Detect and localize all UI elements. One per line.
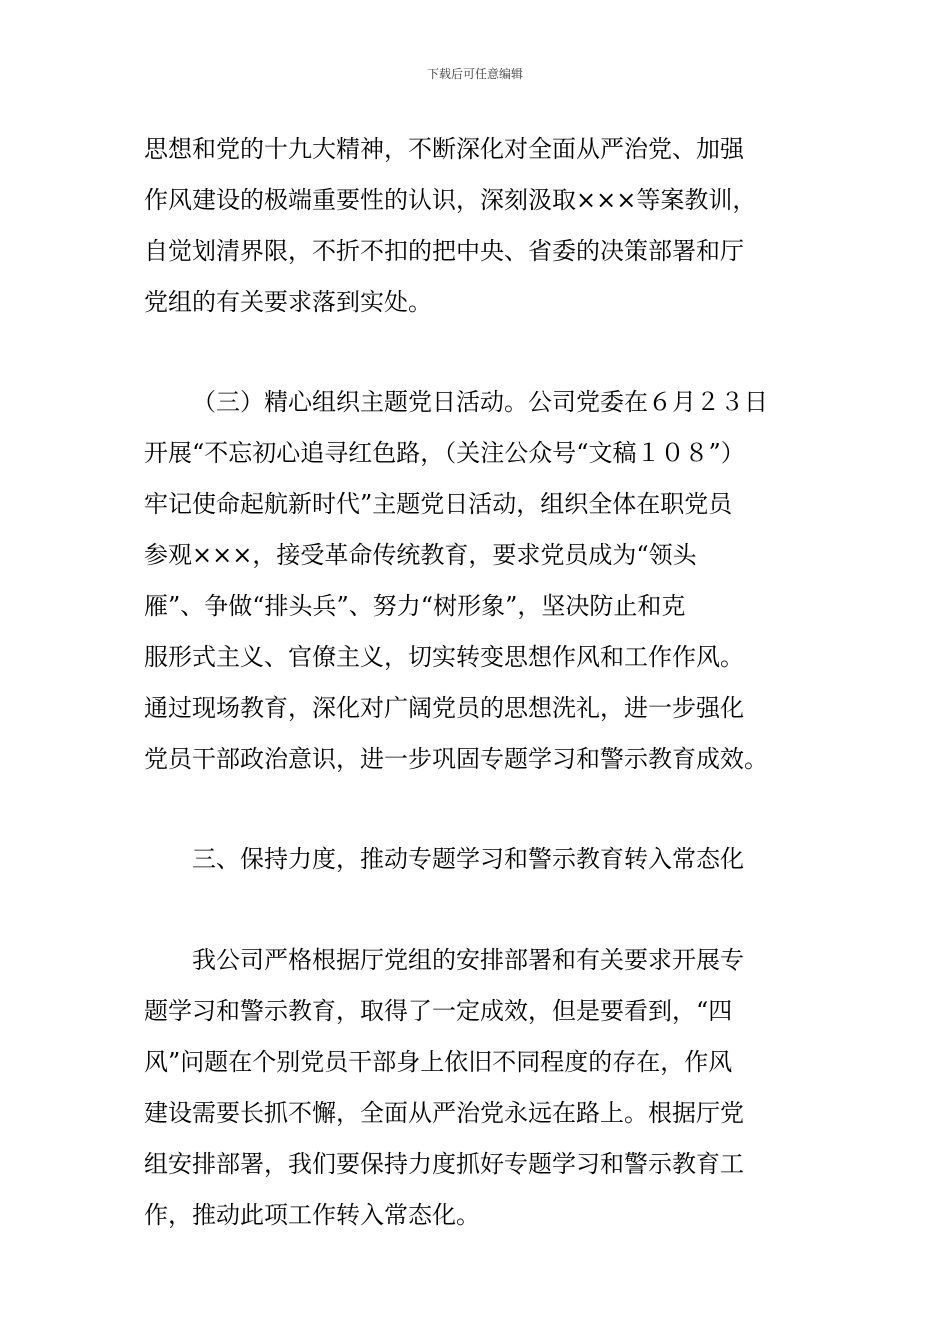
text-line: 建设需要长抓不懈，全面从严治党永远在路上。根据厅党: [144, 1099, 744, 1127]
paragraph-spacing: [144, 328, 814, 377]
paragraph-normalization: [144, 935, 814, 1241]
text-line: 党员干部政治意识，进一步巩固专题学习和警示教育成效。: [144, 745, 768, 773]
text-line: 牢记使命起航新时代”主题党日活动，组织全体在职党员: [144, 490, 733, 518]
text-line: 服形式主义、官僚主义，切实转变思想作风和工作作风。: [144, 643, 744, 671]
text-line: 作风建设的极端重要性的认识，深刻汲取×××等案教训，: [144, 186, 757, 214]
paragraph-continued: [144, 124, 814, 328]
text-line: （三）精心组织主题党日活动。公司党委在６月２３日: [192, 388, 768, 416]
text-line: 自觉划清界限，不折不扣的把中央、省委的决策部署和厅: [144, 237, 744, 265]
text-line: 雁”、争做“排头兵”、努力“树形象”，坚决防止和克: [144, 592, 686, 620]
page-header: 下载后可任意编辑: [426, 67, 523, 81]
document-body: [144, 124, 814, 1241]
text-line: 作，推动此项工作转入常态化。: [144, 1201, 480, 1229]
text-line: 开展“不忘初心追寻红色路，（关注公众号“文稿１０８”）: [144, 439, 745, 467]
paragraph-party-day-activity: [144, 377, 814, 785]
paragraph-spacing: [144, 785, 814, 834]
paragraph-spacing: [144, 885, 814, 935]
text-line: 参观×××，接受革命传统教育，要求党员成为“领头: [144, 541, 697, 569]
text-line: 思想和党的十九大精神，不断深化对全面从严治党、加强: [144, 135, 744, 163]
text-line: 题学习和警示教育，取得了一定成效，但是要看到，“四: [144, 997, 733, 1025]
text-line: 风”问题在个别党员干部身上依旧不同程度的存在，作风: [144, 1048, 733, 1076]
text-line: 我公司严格根据厅党组的安排部署和有关要求开展专: [192, 946, 744, 974]
text-line: 党组的有关要求落到实处。: [144, 288, 432, 316]
section-heading: [144, 834, 814, 885]
section-heading-text: 三、保持力度，推动专题学习和警示教育转入常态化: [192, 845, 744, 873]
text-line: 组安排部署，我们要保持力度抓好专题学习和警示教育工: [144, 1150, 744, 1178]
text-line: 通过现场教育，深化对广阔党员的思想洗礼，进一步强化: [144, 694, 744, 722]
